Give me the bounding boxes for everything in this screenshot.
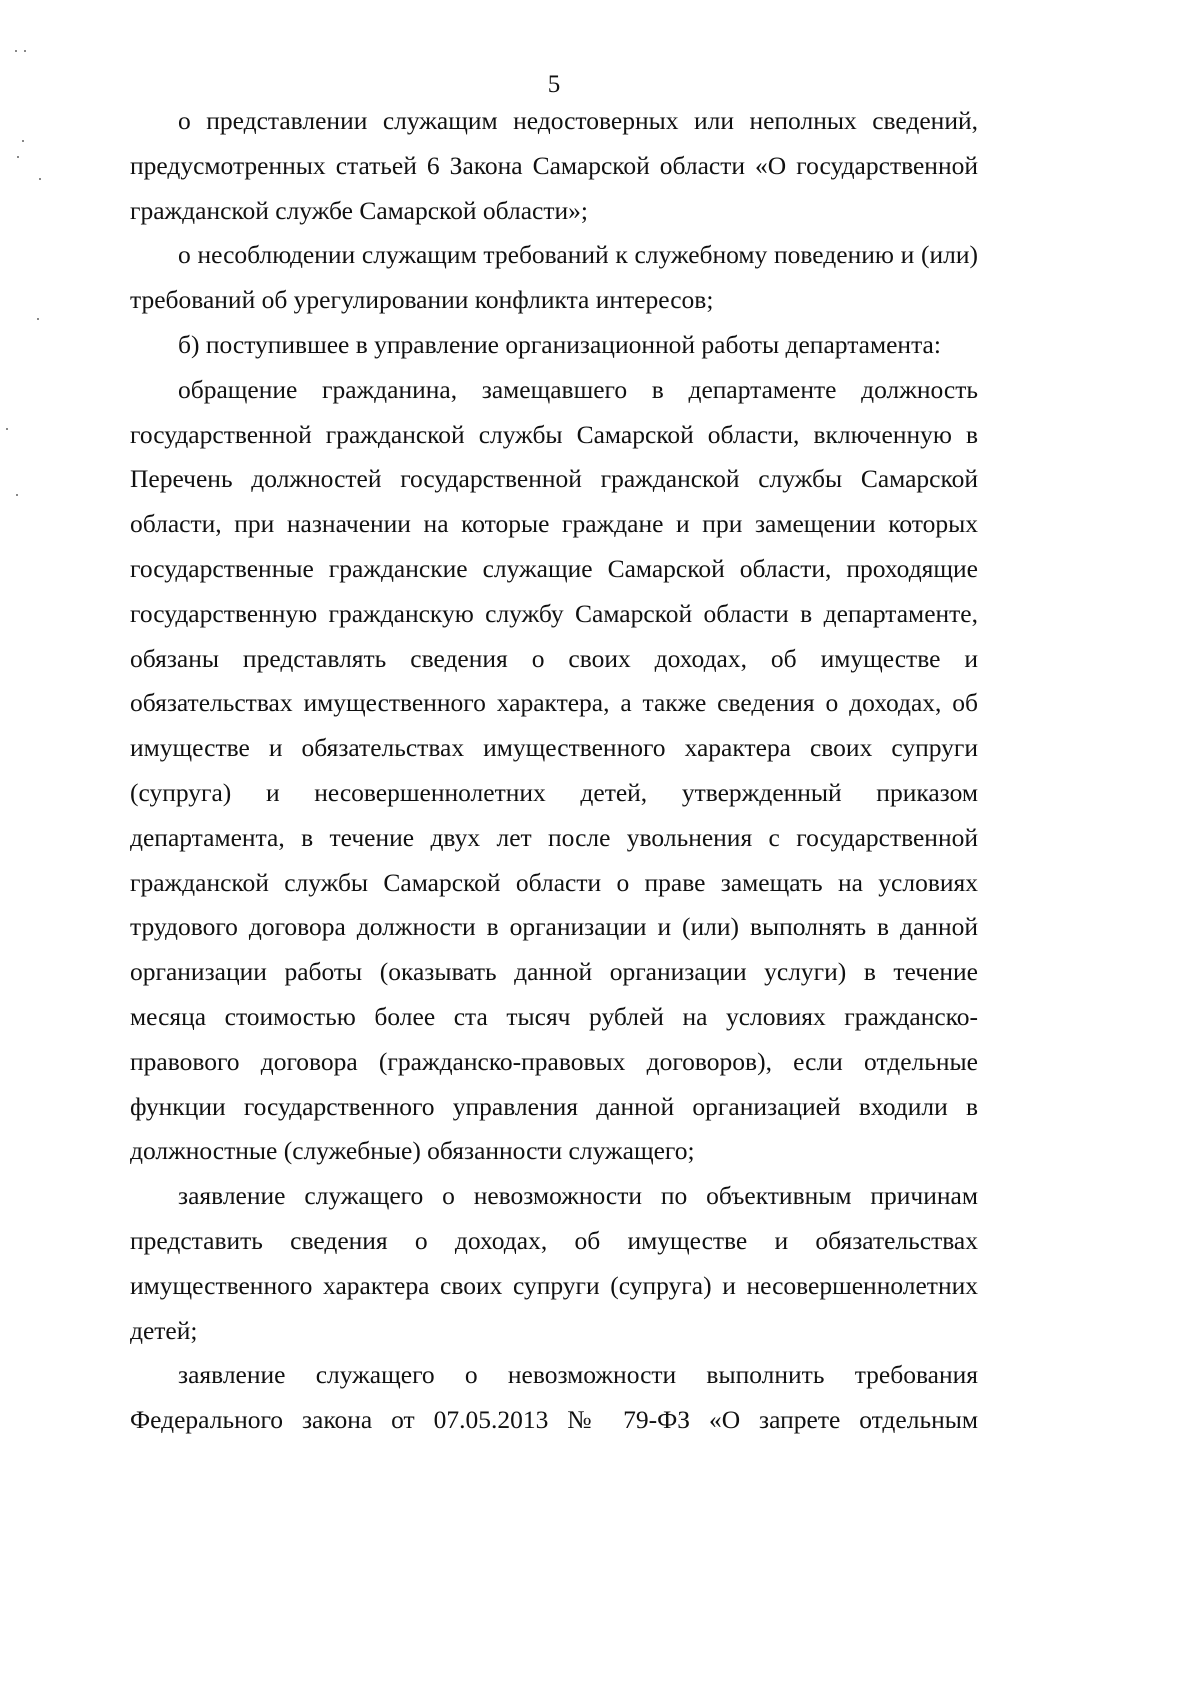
scan-speck — [39, 178, 41, 180]
paragraph-subclause-b: б) поступившее в управление организационной работы департамента: — [178, 329, 941, 359]
page-number: 5 — [547, 71, 561, 98]
paragraph-false-information: о представлении служащим недостоверных или неполных сведений, предусмотренных статьей 6 Закона Самарской области «О государственной гражданской службе Самарской области»; — [130, 106, 978, 225]
document-body — [130, 99, 978, 1443]
scan-speck — [22, 140, 24, 142]
scan-speck — [15, 50, 17, 52]
scan-speck — [37, 318, 39, 320]
scan-speck — [16, 494, 18, 496]
scan-speck — [6, 428, 8, 430]
scan-speck — [17, 156, 19, 158]
scan-speck — [24, 50, 26, 52]
paragraph-conduct-noncompliance: о несоблюдении служащим требований к служебному поведению и (или) требований об урегулировании конфликта интересов; — [130, 240, 978, 315]
paragraph-statement-income-info: заявление служащего о невозможности по объективным причинам представить сведения о доходах, об имуществе и обязательствах имущественного характера своих супруги (супруга) и несовершеннолетних детей; — [130, 1181, 978, 1345]
paragraph-statement-federal-law: заявление служащего о невозможности выполнить требования Федерального закона от 07.05.2013 № 79-ФЗ «О запрете отдельным — [130, 1360, 978, 1435]
paragraph-citizen-appeal: обращение гражданина, замещавшего в департаменте должность государственной гражданской службы Самарской области, включенную в Перечень должностей государственной гражданской службы Самарской области, при назначении на которые граждане и при замещении которых государственные гражданские служащие Самарской области, проходящие государственную гражданскую службу Самарской области в департаменте, обязаны представлять сведения о своих доходах, об имуществе и обязательствах имущественного характера, а также сведения о доходах, об имуществе и обязательствах имущественного характера своих супруги (супруга) и несовершеннолетних детей, утвержденный приказом департамента, в течение двух лет после увольнения с государственной гражданской службы Самарской области о праве замещать на условиях трудового договора должности в организации и (или) выполнять в данной организации работы (оказывать данной организации услуги) в течение месяца стоимостью более ста тысяч рублей на условиях гражданско-правового договора (гражданско-правовых договоров), если отдельные функции государственного управления данной организацией входили в должностные (служебные) обязанности служащего; — [130, 374, 978, 1166]
